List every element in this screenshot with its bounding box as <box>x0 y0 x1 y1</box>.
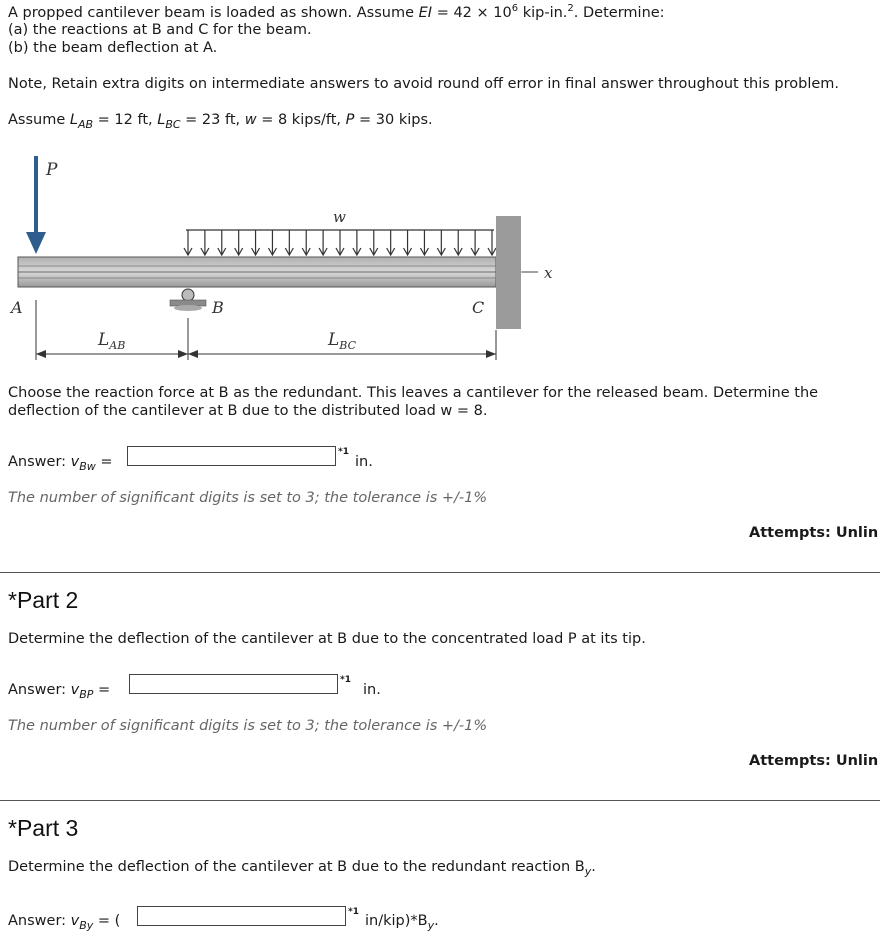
label-w: w <box>333 208 346 226</box>
answer-input-vbp[interactable] <box>129 674 338 694</box>
divider <box>0 572 880 573</box>
part2-unit: in. <box>363 682 381 698</box>
part3-answer-label: Answer: $v_{By}$ = ( <box>8 913 121 932</box>
label-lab: $L_{AB}$ <box>98 330 126 352</box>
part2-title: *Part 2 <box>8 587 79 613</box>
beam-diagram <box>0 145 600 370</box>
part3-prompt: Determine the deflection of the cantilever at B due to the redundant reaction $B_y$. <box>8 859 596 878</box>
part1-unit: in. <box>355 454 373 470</box>
part2-prompt: Determine the deflection of the cantilever at B due to the concentrated load P at its tip. <box>8 631 646 647</box>
part2-sup: *1 <box>340 675 351 685</box>
part1-attempts: Attempts: Unlin <box>749 525 879 541</box>
part1-sup: *1 <box>338 447 349 457</box>
part2-answer-label: Answer: $v_{BP}$ = <box>8 682 111 701</box>
divider <box>0 800 880 801</box>
part3-title: *Part 3 <box>8 815 79 841</box>
problem-statement-line2: (a) the reactions at B and C for the beam. <box>8 22 312 38</box>
label-a: A <box>11 298 23 317</box>
part1-answer-label: Answer: $v_{Bw}$ = <box>8 454 113 473</box>
label-x: x <box>544 264 553 282</box>
part3-sup: *1 <box>348 907 359 917</box>
part1-prompt-line2: deflection of the cantilever at B due to the distributed load w = 8. <box>8 403 488 419</box>
rounding-note: Note, Retain extra digits on intermediate answers to avoid round off error in final answer throughout this problem. <box>8 76 839 92</box>
label-p: P <box>46 160 58 180</box>
given-values: Assume $L_{AB} = 12$ ft, $L_{BC} = 23$ ft, w = 8 kips/ft, P = 30 kips. <box>8 112 433 131</box>
label-lbc: $L_{BC}$ <box>328 330 357 352</box>
part2-attempts: Attempts: Unlin <box>749 753 879 769</box>
answer-input-vbw[interactable] <box>127 446 336 466</box>
label-b: B <box>212 298 224 317</box>
label-c: C <box>472 298 485 317</box>
part3-unit: $in/kip)*B_y$. <box>365 913 439 932</box>
answer-input-vby[interactable] <box>137 906 346 926</box>
problem-statement-line3: (b) the beam deflection at A. <box>8 40 218 56</box>
problem-statement-line1: A propped cantilever beam is loaded as shown. Assume EI = $42 \times 10^6$ kip-in.$^2$. Determine: <box>8 3 665 21</box>
distributed-load <box>184 230 496 255</box>
part2-hint: The number of significant digits is set to 3; the tolerance is +/-1% <box>8 718 488 734</box>
part1-hint: The number of significant digits is set to 3; the tolerance is +/-1% <box>8 490 488 506</box>
point-load-arrow <box>26 156 46 254</box>
fixed-wall <box>496 216 521 329</box>
pin-support-b <box>170 289 206 311</box>
part1-prompt-line1: Choose the reaction force at B as the redundant. This leaves a cantilever for the released beam. Determine the <box>8 385 819 401</box>
